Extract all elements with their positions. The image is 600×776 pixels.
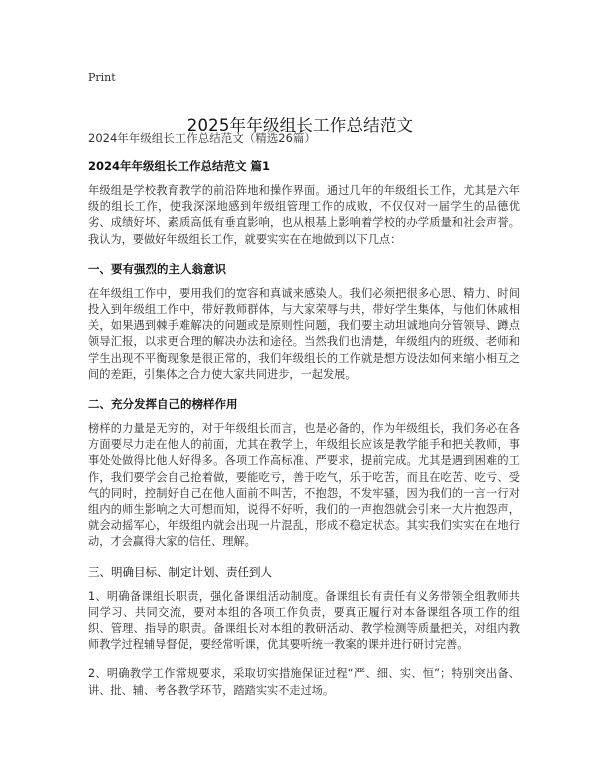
page-title: 2025年年级组长工作总结范文	[186, 116, 414, 136]
intro-paragraph: 年级组是学校教育教学的前沿阵地和操作界面。通过几年的年级组长工作，尤其是六年级的组长工作，使我深深地感到年级组管理工作的成败，不仅仅对一届学生的品德优劣、成绩好坏、素质高低有垂直影响，也从根基上影响着学校的办学质量和社会声誉。我认为，要做好年级组长工作，就要实实在在地做到以下几点：	[88, 184, 520, 246]
section-2-paragraph: 榜样的力量是无穷的，对于年级组长而言，也是必备的，作为年级组长，我们务必在各方面要尽力走在他人的前面，尤其在教学上，年级组长应该是教学能手和把关教师，事事处处做得比他人好得多。各项工作高标准、严要求，提前完成。尤其是遇到困难的工作，我们要学会自己抢着做，要能吃亏，善于吃气，乐于吃苦，而且在吃苦、吃亏、受气的同时，控制好自己在他人面前不叫苦，不抱怨，不发牢骚，因为我们的一言一行对组内的师生影响之大可想而知，说得不好听，我们的一声抱怨就会引来一大片抱怨声，就会动摇军心，年级组内就会出现一片混乱，形成不稳定状态。其实我们实实在在地行动，才会赢得大家的信任、理解。	[88, 422, 520, 549]
piece-heading: 2024年年级组长工作总结范文 篇1	[88, 159, 271, 173]
section-3-item-2: 2、明确教学工作常规要求，采取切实措施保证过程“严、细、实、恒”；特别突出备、讲、批、辅、考各教学环节，踏踏实实不走过场。	[88, 667, 520, 697]
article-subtitle: 2024年年级组长工作总结范文（精选26篇）	[88, 131, 316, 145]
section-1-paragraph: 在年级组工作中，要用我们的宽容和真诚来感染人。我们必须把很多心思、精力、时间投入到年级组工作中，带好教师群体，与大家荣辱与共，带好学生集体，与他们休戚相关，如果遇到棘手难解决的问题或是原则性问题，我们要主动坦诚地向分管领导、蹲点领导汇报，以求更合理的解决办法和途径。当然我们也清楚，年级组内的班级、老师和学生出现不平衡现象是很正常的，我们年级组长的工作就是想方设法如何来缩小相互之间的差距，引集体之合力使大家共同进步，一起发展。	[88, 286, 520, 381]
section-1-heading: 一、要有强烈的主人翁意识	[88, 261, 226, 276]
print-link[interactable]: Print	[88, 71, 116, 84]
section-2-heading: 二、充分发挥自己的榜样作用	[88, 397, 238, 412]
section-3-heading: 三、明确目标、制定计划、责任到人	[88, 564, 272, 579]
article-body	[88, 130, 520, 712]
section-3-item-1: 1、明确备课组长职责，强化备课组活动制度。备课组长有责任有义务带领全组教师共同学习、共同交流，要对本组的各项工作负责，要真正履行对本备课组各项工作的组织、管理、指导的职责。备课组长对本组的教研活动、教学检测等质量把关，对组内教师教学过程辅导督促，要经常听课，优其要听统一教案的课并进行研讨完善。	[88, 589, 520, 652]
